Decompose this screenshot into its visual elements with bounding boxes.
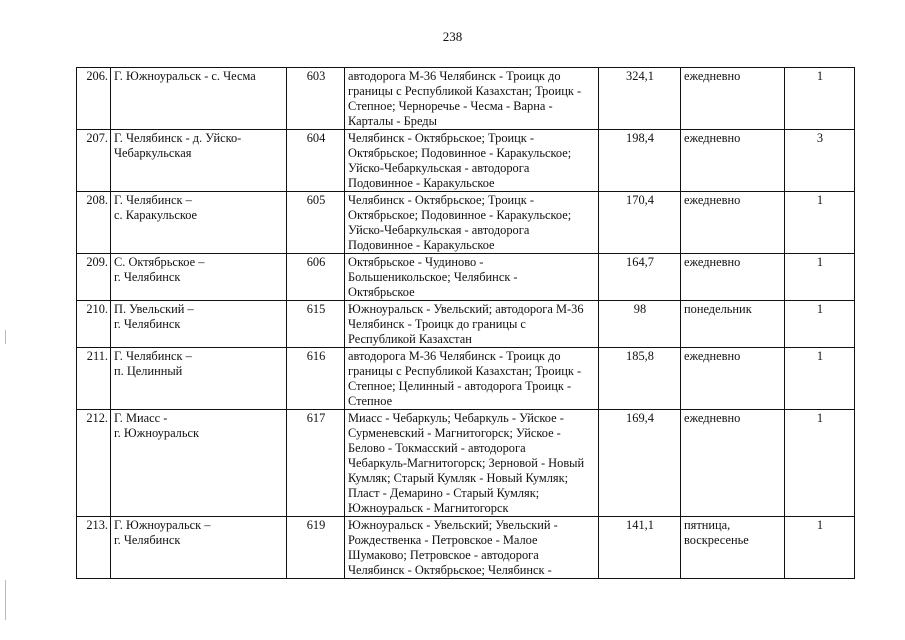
route-length: 198,4 (599, 130, 681, 192)
route-path: автодорога М-36 Челябинск - Троицк до границы с Республикой Казахстан; Троицк - Степное; Целинный - автодорога Троицк - Степное (345, 348, 599, 410)
row-number: 207. (77, 130, 111, 192)
route-name: Г. Южноуральск - с. Чесма (111, 68, 287, 130)
row-number: 211. (77, 348, 111, 410)
trip-count: 1 (785, 301, 855, 348)
schedule-days: ежедневно (681, 254, 785, 301)
route-length: 164,7 (599, 254, 681, 301)
route-name: Г. Южноуральск – г. Челябинск (111, 517, 287, 579)
row-number: 206. (77, 68, 111, 130)
schedule-days: ежедневно (681, 68, 785, 130)
table-row (77, 410, 855, 517)
route-path: Октябрьское - Чудиново - Большеникольское; Челябинск - Октябрьское (345, 254, 599, 301)
row-number: 209. (77, 254, 111, 301)
route-length: 98 (599, 301, 681, 348)
schedule-days: пятница, воскресенье (681, 517, 785, 579)
table-row (77, 348, 855, 410)
row-number: 208. (77, 192, 111, 254)
trip-count: 1 (785, 192, 855, 254)
routes-table-body (77, 68, 855, 579)
table-row (77, 130, 855, 192)
route-name: Г. Челябинск – п. Целинный (111, 348, 287, 410)
trip-count: 3 (785, 130, 855, 192)
route-path: Челябинск - Октябрьское; Троицк - Октябрьское; Подовинное - Каракульское; Уйско-Чебаркульская - автодорога Подовинное - Каракульское (345, 130, 599, 192)
schedule-days: ежедневно (681, 192, 785, 254)
route-path: Южноуральск - Увельский; автодорога М-36 Челябинск - Троицк до границы с Республикой Казахстан (345, 301, 599, 348)
row-number: 210. (77, 301, 111, 348)
route-name: Г. Челябинск – с. Каракульское (111, 192, 287, 254)
route-length: 185,8 (599, 348, 681, 410)
route-length: 324,1 (599, 68, 681, 130)
route-name: Г. Миасс - г. Южноуральск (111, 410, 287, 517)
routes-table (76, 67, 855, 579)
table-row (77, 254, 855, 301)
route-code: 605 (287, 192, 345, 254)
route-code: 615 (287, 301, 345, 348)
route-code: 604 (287, 130, 345, 192)
route-path: Южноуральск - Увельский; Увельский - Рождественка - Петровское - Малое Шумаково; Петровское - автодорога Челябинск - Октябрьское; Челябинск - (345, 517, 599, 579)
route-name: С. Октябрьское – г. Челябинск (111, 254, 287, 301)
table-row (77, 301, 855, 348)
trip-count: 1 (785, 517, 855, 579)
schedule-days: ежедневно (681, 130, 785, 192)
route-length: 141,1 (599, 517, 681, 579)
route-path: автодорога М-36 Челябинск - Троицк до границы с Республикой Казахстан; Троицк - Степное; Черноречье - Чесма - Варна - Карталы - Бреды (345, 68, 599, 130)
route-code: 617 (287, 410, 345, 517)
route-path: Челябинск - Октябрьское; Троицк - Октябрьское; Подовинное - Каракульское; Уйско-Чебаркульская - автодорога Подовинное - Каракульское (345, 192, 599, 254)
route-code: 619 (287, 517, 345, 579)
route-code: 606 (287, 254, 345, 301)
row-number: 212. (77, 410, 111, 517)
route-code: 603 (287, 68, 345, 130)
table-row (77, 192, 855, 254)
trip-count: 1 (785, 254, 855, 301)
route-path: Миасс - Чебаркуль; Чебаркуль - Уйское - Сурменевский - Магнитогорск; Уйское - Белово - Токмасский - автодорога Чебаркуль-Магнитогорск; Зерновой - Новый Кумляк; Старый Кумляк - Новый Кумляк; Пласт - Демарино - Старый Кумляк; Южноуральск - Магнитогорск (345, 410, 599, 517)
row-number: 213. (77, 517, 111, 579)
page-number: 238 (442, 29, 463, 44)
schedule-days: ежедневно (681, 348, 785, 410)
table-row (77, 68, 855, 130)
trip-count: 1 (785, 68, 855, 130)
table-row (77, 517, 855, 579)
route-length: 170,4 (599, 192, 681, 254)
schedule-days: ежедневно (681, 410, 785, 517)
route-name: Г. Челябинск - д. Уйско- Чебаркульская (111, 130, 287, 192)
trip-count: 1 (785, 348, 855, 410)
route-length: 169,4 (599, 410, 681, 517)
route-name: П. Увельский – г. Челябинск (111, 301, 287, 348)
margin-mark (5, 330, 6, 344)
trip-count: 1 (785, 410, 855, 517)
schedule-days: понедельник (681, 301, 785, 348)
margin-mark (5, 580, 6, 620)
route-code: 616 (287, 348, 345, 410)
